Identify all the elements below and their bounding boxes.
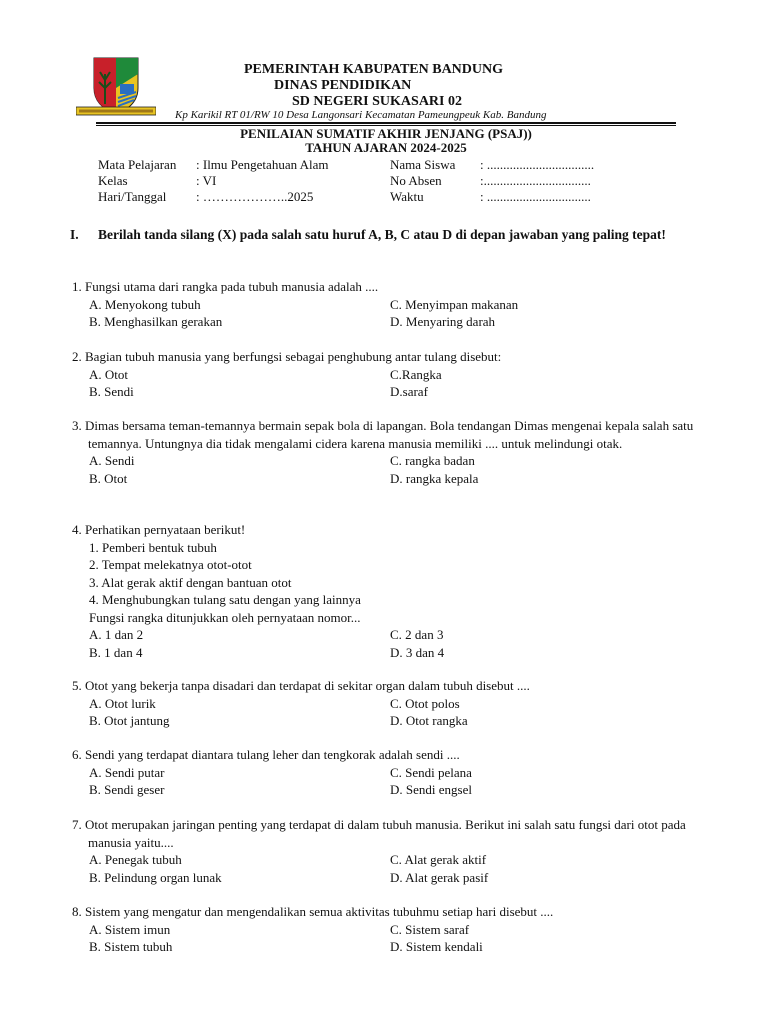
option-c[interactable]: C. Sistem saraf bbox=[390, 921, 470, 937]
option-d[interactable]: D. Otot rangka bbox=[390, 713, 468, 728]
option-d[interactable]: D. Menyaring darah bbox=[390, 314, 496, 329]
option-d[interactable]: D. Sistem kendali bbox=[390, 939, 483, 954]
date-value: : ………………..2025 bbox=[196, 189, 314, 204]
question-7 bbox=[72, 816, 712, 886]
exam-year: TAHUN AJARAN 2024-2025 bbox=[305, 140, 467, 155]
letterhead-department: DINAS PENDIDIKAN bbox=[274, 78, 412, 93]
section-instruction: Berilah tanda silang (X) pada salah satu huruf A, B, C atau D di depan jawaban yang paling tepat! bbox=[98, 227, 666, 242]
statement-item: 4. Menghubungkan tulang satu dengan yang lainnya bbox=[89, 592, 361, 607]
question-stem: 1. Fungsi utama dari rangka pada tubuh manusia adalah .... bbox=[72, 279, 379, 294]
question-stem: 3. Dimas bersama teman-temannya bermain sepak bola di lapangan. Bola tendangan Dimas mengenai kepala salah satu temannya. Untungnya dia tidak mengalami cidera karena manusia memiliki .... untuk melindungi otak. bbox=[72, 418, 694, 451]
subject-value: : Ilmu Pengetahuan Alam bbox=[196, 157, 329, 172]
question-1 bbox=[72, 278, 712, 331]
question-8 bbox=[72, 903, 712, 956]
class-value: : VI bbox=[196, 173, 217, 188]
option-a[interactable]: A. Menyokong tubuh bbox=[89, 296, 201, 312]
option-b[interactable]: B. Menghasilkan gerakan bbox=[89, 314, 223, 329]
letterhead-government: PEMERINTAH KABUPATEN BANDUNG bbox=[244, 62, 504, 77]
statement-item: 3. Alat gerak aktif dengan bantuan otot bbox=[89, 574, 292, 590]
letterhead-address: Kp Karikil RT 01/RW 10 Desa Langonsari Kecamatan Pameungpeuk Kab. Bandung bbox=[175, 109, 547, 121]
option-c[interactable]: C. Alat gerak aktif bbox=[390, 852, 487, 867]
question-6 bbox=[72, 746, 712, 799]
question-stem: 7. Otot merupakan jaringan penting yang terdapat di dalam tubuh manusia. Berikut ini salah satu fungsi dari otot pada manusia yaitu.... bbox=[72, 817, 686, 850]
option-c[interactable]: C. Otot polos bbox=[390, 695, 460, 711]
question-2 bbox=[72, 348, 712, 401]
question-prompt: Fungsi rangka ditunjukkan oleh pernyataan nomor... bbox=[89, 609, 361, 625]
statement-item: 1. Pemberi bentuk tubuh bbox=[89, 539, 217, 555]
option-d[interactable]: D. Sendi engsel bbox=[390, 782, 472, 797]
option-d[interactable]: D. rangka kepala bbox=[390, 470, 479, 486]
date-label: Hari/Tanggal bbox=[98, 189, 167, 204]
option-b[interactable]: B. Sistem tubuh bbox=[89, 939, 173, 954]
option-a[interactable]: A. Otot lurik bbox=[89, 695, 156, 711]
question-stem: 2. Bagian tubuh manusia yang berfungsi sebagai penghubung antar tulang disebut: bbox=[72, 349, 502, 364]
question-4 bbox=[72, 521, 712, 661]
option-b[interactable]: B. Otot bbox=[89, 470, 128, 486]
option-d[interactable]: D. Alat gerak pasif bbox=[390, 869, 489, 885]
absen-field[interactable]: :................................. bbox=[480, 173, 591, 188]
option-a[interactable]: A. Penegak tubuh bbox=[89, 852, 182, 867]
option-d[interactable]: D. 3 dan 4 bbox=[390, 644, 445, 660]
section-number: I. bbox=[70, 227, 79, 242]
absen-label: No Absen bbox=[390, 173, 442, 188]
question-stem: 5. Otot yang bekerja tanpa disadari dan terdapat di sekitar organ dalam tubuh disebut .... bbox=[72, 678, 530, 693]
option-a[interactable]: A. Sendi bbox=[89, 453, 135, 468]
option-c[interactable]: C.Rangka bbox=[390, 366, 442, 382]
time-field[interactable]: : ................................ bbox=[480, 189, 591, 204]
class-label: Kelas bbox=[98, 173, 128, 188]
option-d[interactable]: D.saraf bbox=[390, 384, 428, 399]
letterhead-school: SD NEGERI SUKASARI 02 bbox=[292, 94, 462, 109]
option-c[interactable]: C. 2 dan 3 bbox=[390, 627, 444, 642]
option-c[interactable]: C. Sendi pelana bbox=[390, 764, 472, 780]
student-name-label: Nama Siswa bbox=[390, 157, 456, 172]
question-3 bbox=[72, 417, 712, 487]
subject-label: Mata Pelajaran bbox=[98, 157, 177, 172]
option-a[interactable]: A. 1 dan 2 bbox=[89, 627, 144, 642]
option-c[interactable]: C. rangka badan bbox=[390, 453, 475, 468]
exam-title: PENILAIAN SUMATIF AKHIR JENJANG (PSAJ)) bbox=[240, 126, 532, 141]
statement-item: 2. Tempat melekatnya otot-otot bbox=[89, 557, 252, 572]
question-stem: 4. Perhatikan pernyataan berikut! bbox=[72, 522, 246, 537]
bandung-regency-emblem-icon bbox=[76, 54, 156, 120]
student-name-field[interactable]: : ................................. bbox=[480, 157, 595, 172]
option-a[interactable]: A. Sistem imun bbox=[89, 921, 171, 937]
option-b[interactable]: B. Pelindung organ lunak bbox=[89, 869, 222, 885]
time-label: Waktu bbox=[390, 189, 424, 204]
option-c[interactable]: C. Menyimpan makanan bbox=[390, 296, 519, 312]
letterhead-divider-thick bbox=[96, 122, 676, 124]
option-a[interactable]: A. Otot bbox=[89, 366, 128, 382]
question-stem: 6. Sendi yang terdapat diantara tulang leher dan tengkorak adalah sendi .... bbox=[72, 747, 460, 762]
option-b[interactable]: B. Sendi bbox=[89, 384, 134, 399]
option-b[interactable]: B. 1 dan 4 bbox=[89, 644, 143, 660]
option-b[interactable]: B. Sendi geser bbox=[89, 782, 165, 797]
option-b[interactable]: B. Otot jantung bbox=[89, 713, 170, 728]
question-stem: 8. Sistem yang mengatur dan mengendalikan semua aktivitas tubuhmu setiap hari disebut .... bbox=[72, 904, 554, 919]
option-a[interactable]: A. Sendi putar bbox=[89, 764, 165, 780]
question-5 bbox=[72, 677, 712, 730]
